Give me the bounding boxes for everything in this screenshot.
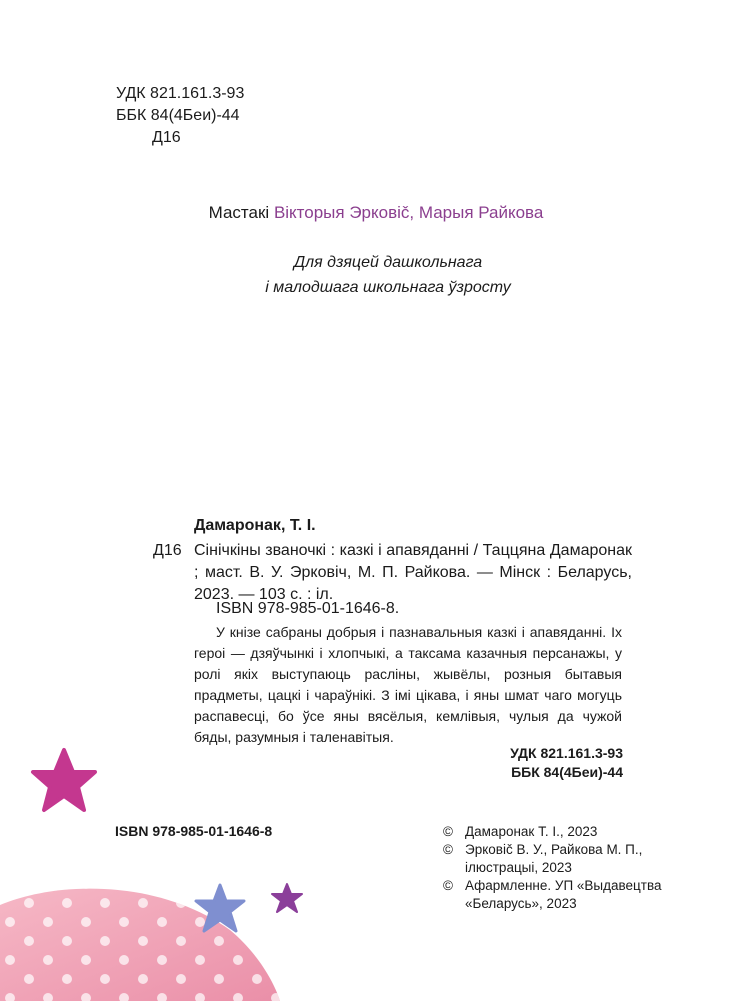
bbk-code-bottom: ББК 84(4Беи)-44 (511, 764, 623, 780)
copyright-text: Эрковіč В. У., Райкова М. П., ілюстрацыі, 2023 (465, 842, 643, 875)
magenta-star-icon (33, 750, 95, 810)
copyright-symbol: © (443, 842, 453, 857)
copyright-item (443, 823, 665, 841)
copyright-list (443, 823, 665, 913)
catalog-isbn: ISBN 978-985-01-1646-8. (216, 600, 400, 617)
artists-label: Мастакі (208, 203, 270, 222)
classification-bottom (420, 744, 623, 782)
copyright-symbol: © (443, 824, 453, 839)
artists-line (0, 203, 752, 223)
bbk-code: ББК 84(4Беи)-44 (116, 107, 240, 124)
copyright-text: Афармленне. УП «Выдавецтва «Беларусь», 2023 (465, 878, 662, 911)
annotation (194, 622, 622, 748)
copyright-item (443, 841, 665, 877)
audience-line-2: і малодшага школьнага ўзросту (265, 279, 511, 296)
audience-note (0, 250, 752, 300)
classification-top (116, 83, 244, 149)
catalog-description: Сінічкіны званочкі : казкі і апавяданні / Таццяна Дамаронак ; маст. В. У. Эрковіч, М. П. Райкова. — Мінск : Беларусь, 2023. — 103 с. : іл. (194, 542, 632, 603)
author-mark: Д16 (152, 129, 181, 146)
copyright-item (443, 877, 665, 913)
blue-star-icon (196, 885, 244, 931)
pink-blob (0, 889, 280, 1001)
isbn-bottom: ISBN 978-985-01-1646-8 (115, 823, 273, 839)
copyright-text: Дамаронак Т. І., 2023 (465, 824, 598, 839)
audience-line-1: Для дзяцей дашкольнага (293, 254, 483, 271)
purple-star-icon (272, 884, 302, 912)
catalog-author: Дамаронак, Т. І. (194, 517, 316, 534)
annotation-text: У кнізе сабраны добрыя і пазнавальныя казкі і апавяданні. Іх героі — дзяўчынкі і хлопчыкі, а таксама казачныя персанажы, у ролі якіх выступаюць расліны, жывёлы, розныя бытавыя прадметы, цацкі і чараўнікі. З імі цікава, і яны шмат чаго могуць распавесці, бо ўсе яны вясёлыя, кемлівыя, чулыя да чужой бяды, разумныя і таленавітыя. (194, 624, 622, 745)
udk-code: УДК 821.161.3-93 (116, 85, 245, 102)
copyright-symbol: © (443, 878, 453, 893)
catalog-code: Д16 (153, 542, 182, 559)
artists-names: Вікторыя Эрковіč, Марыя Райкова (273, 203, 544, 222)
udk-code-bottom: УДК 821.161.3-93 (510, 745, 623, 761)
